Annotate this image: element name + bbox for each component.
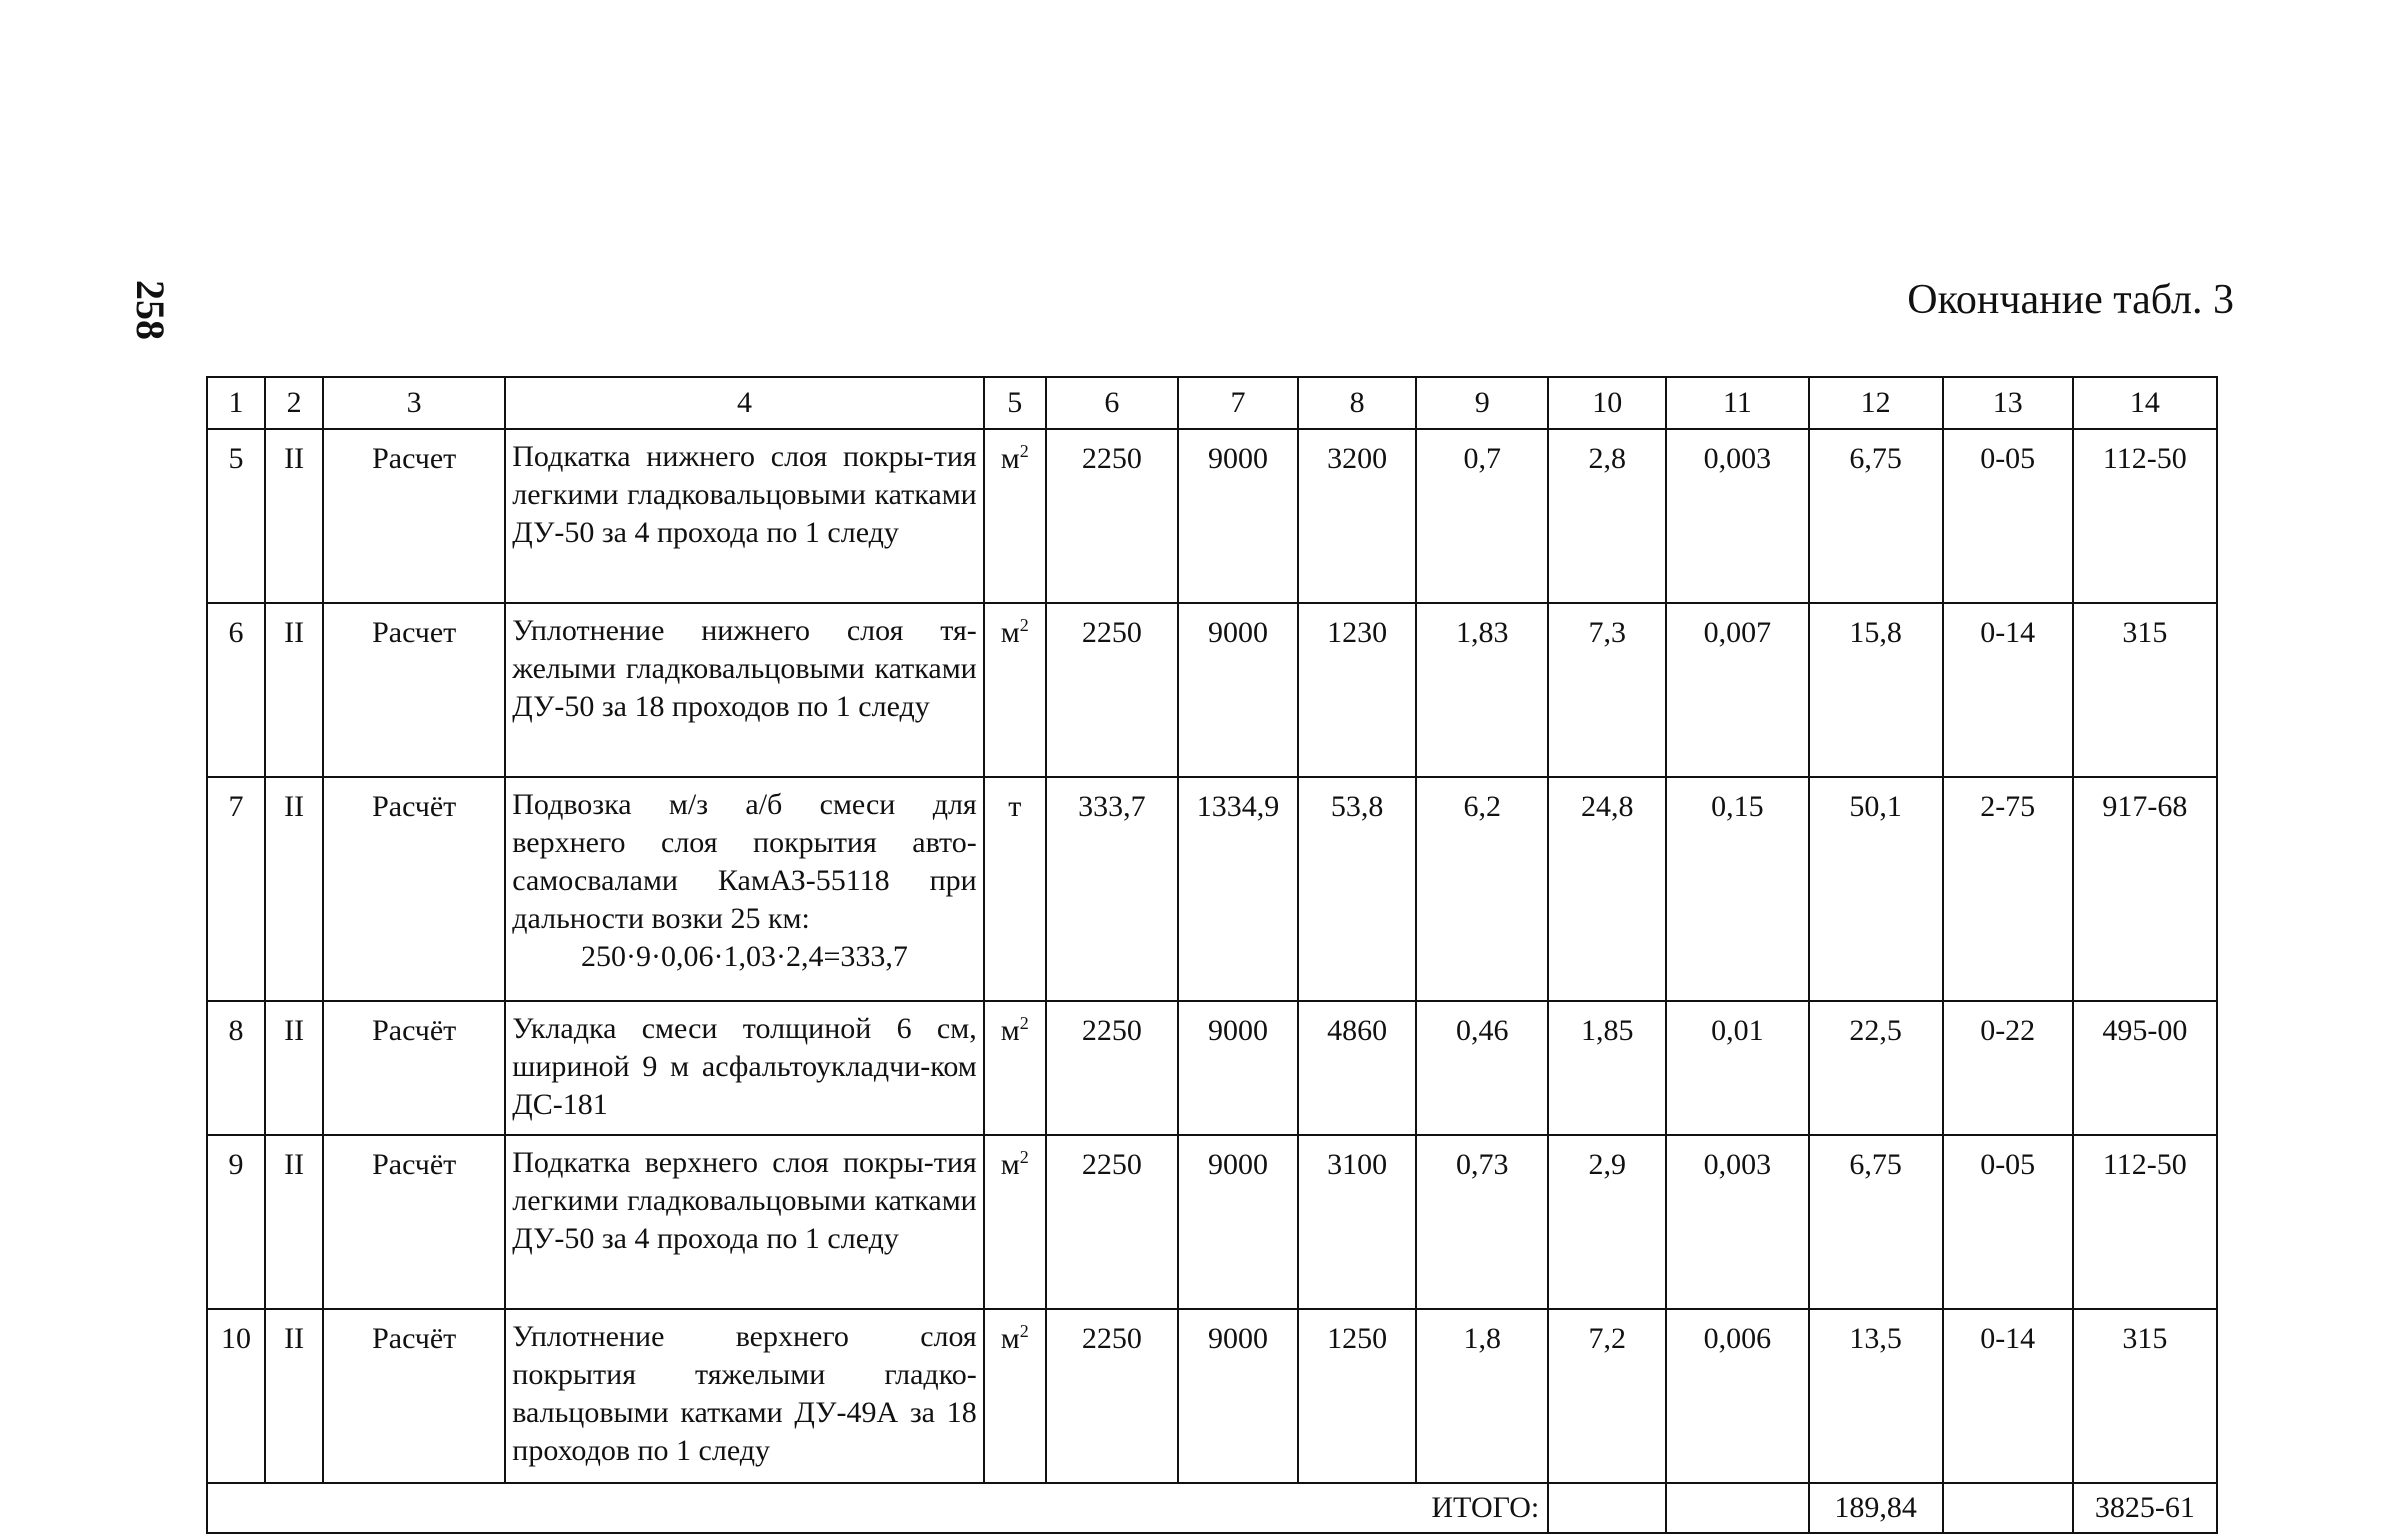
header-cell: 5 [984,377,1046,429]
cell-value-6: 333,7 [1046,777,1178,1001]
cell-value-11: 0,003 [1666,429,1808,603]
cell-value-9: 6,2 [1416,777,1548,1001]
unit-superscript: 2 [1019,1013,1029,1033]
cell-value-8: 1250 [1298,1309,1416,1483]
cell-value-7: 1334,9 [1178,777,1298,1001]
cell-value-11: 0,003 [1666,1135,1808,1309]
header-cell: 13 [1943,377,2073,429]
header-cell: 7 [1178,377,1298,429]
total-cell-14: 3825-61 [2073,1483,2217,1533]
data-table [206,376,2218,1534]
cell-row-number: 6 [207,603,265,777]
cell-value-7: 9000 [1178,429,1298,603]
header-cell: 4 [505,377,983,429]
total-cell-10 [1548,1483,1666,1533]
unit-superscript: 2 [1019,1321,1029,1341]
header-cell: 9 [1416,377,1548,429]
cell-category: II [265,603,323,777]
header-cell: 8 [1298,377,1416,429]
cell-category: II [265,1135,323,1309]
cell-basis: Расчет [323,429,505,603]
cell-row-number: 8 [207,1001,265,1135]
description-text: Укладка смеси толщиной 6 см, шириной 9 м асфальтоукладчи-ком ДС-181 [512,1012,977,1121]
description-text: Подвозка м/з а/б смеси для верхнего слоя покрытия авто-самосвалами КамАЗ-55118 при дальности возки 25 км: [512,788,977,935]
description-text: Уплотнение нижнего слоя тя-желыми гладковальцовыми катками ДУ-50 за 18 проходов по 1 следу [512,614,977,723]
cell-unit [984,1001,1046,1135]
cell-value-8: 1230 [1298,603,1416,777]
unit-base: т [1008,790,1022,823]
cell-unit [984,777,1046,1001]
unit-base: м [1000,1322,1020,1355]
header-cell: 3 [323,377,505,429]
cell-value-14: 112-50 [2073,1135,2217,1309]
header-cell: 11 [1666,377,1808,429]
unit-base: м [1000,442,1020,475]
cell-value-13: 2-75 [1943,777,2073,1001]
description-text: Подкатка нижнего слоя покры-тия легкими гладковальцовыми катками ДУ-50 за 4 прохода по 1 следу [512,440,977,549]
header-cell: 14 [2073,377,2217,429]
cell-description [505,429,983,603]
cell-value-12: 15,8 [1809,603,1943,777]
cell-value-12: 50,1 [1809,777,1943,1001]
table-row [207,429,2217,603]
cell-value-10: 2,9 [1548,1135,1666,1309]
cell-value-7: 9000 [1178,1135,1298,1309]
cell-row-number: 9 [207,1135,265,1309]
cell-basis: Расчёт [323,1001,505,1135]
table-title: Окончание табл. 3 [1907,277,2234,323]
cell-value-9: 1,8 [1416,1309,1548,1483]
cell-value-10: 24,8 [1548,777,1666,1001]
cell-row-number: 5 [207,429,265,603]
cell-value-13: 0-22 [1943,1001,2073,1135]
cell-value-14: 112-50 [2073,429,2217,603]
cell-value-13: 0-05 [1943,429,2073,603]
cell-value-10: 2,8 [1548,429,1666,603]
unit-superscript: 2 [1019,615,1029,635]
unit-base: м [1000,1148,1020,1181]
cell-value-6: 2250 [1046,1135,1178,1309]
cell-basis: Расчёт [323,1135,505,1309]
cell-value-12: 22,5 [1809,1001,1943,1135]
cell-value-12: 6,75 [1809,1135,1943,1309]
cell-category: II [265,777,323,1001]
unit-base: м [1000,1014,1020,1047]
header-cell: 10 [1548,377,1666,429]
cell-value-10: 7,2 [1548,1309,1666,1483]
cell-unit [984,1135,1046,1309]
table-row [207,1001,2217,1135]
formula-text: 250·9·0,06·1,03·2,4=333,7 [581,940,908,973]
cell-value-7: 9000 [1178,1001,1298,1135]
unit-superscript: 2 [1019,1147,1029,1167]
cell-value-6: 2250 [1046,1001,1178,1135]
table-row [207,603,2217,777]
cell-value-6: 2250 [1046,603,1178,777]
cell-value-13: 0-05 [1943,1135,2073,1309]
cell-value-14: 917-68 [2073,777,2217,1001]
cell-row-number: 10 [207,1309,265,1483]
description-text: Подкатка верхнего слоя покры-тия легкими гладковальцовыми катками ДУ-50 за 4 прохода по 1 следу [512,1146,977,1255]
cell-value-8: 3200 [1298,429,1416,603]
cell-value-9: 0,73 [1416,1135,1548,1309]
header-cell: 6 [1046,377,1178,429]
cell-description [505,1135,983,1309]
cell-unit [984,1309,1046,1483]
cell-value-14: 315 [2073,1309,2217,1483]
page-number-text: 258 [128,280,173,340]
cell-value-7: 9000 [1178,1309,1298,1483]
cell-value-9: 0,7 [1416,429,1548,603]
cell-value-13: 0-14 [1943,1309,2073,1483]
cell-value-12: 13,5 [1809,1309,1943,1483]
cell-value-9: 1,83 [1416,603,1548,777]
cell-value-8: 53,8 [1298,777,1416,1001]
cell-value-11: 0,007 [1666,603,1808,777]
cell-basis: Расчет [323,603,505,777]
unit-base: м [1000,616,1020,649]
cell-value-11: 0,01 [1666,1001,1808,1135]
table-row [207,1135,2217,1309]
cell-description [505,1309,983,1483]
cell-value-6: 2250 [1046,429,1178,603]
cell-row-number: 7 [207,777,265,1001]
cell-basis: Расчёт [323,1309,505,1483]
cell-value-14: 315 [2073,603,2217,777]
cell-value-10: 7,3 [1548,603,1666,777]
cell-value-11: 0,15 [1666,777,1808,1001]
total-cell-13 [1943,1483,2073,1533]
table-row [207,1309,2217,1483]
cell-value-8: 4860 [1298,1001,1416,1135]
cell-unit [984,429,1046,603]
total-cell-11 [1666,1483,1808,1533]
cell-value-9: 0,46 [1416,1001,1548,1135]
cell-value-8: 3100 [1298,1135,1416,1309]
cell-description [505,777,983,1001]
description-text: Уплотнение верхнего слоя покрытия тяжелыми гладко-вальцовыми катками ДУ-49А за 18 проходов по 1 следу [512,1320,977,1467]
table-row [207,777,2217,1001]
cell-value-13: 0-14 [1943,603,2073,777]
cell-category: II [265,1001,323,1135]
header-cell: 2 [265,377,323,429]
unit-superscript: 2 [1019,441,1029,461]
cell-category: II [265,429,323,603]
cell-unit [984,603,1046,777]
cell-category: II [265,1309,323,1483]
cell-value-6: 2250 [1046,1309,1178,1483]
cell-description [505,603,983,777]
cell-value-10: 1,85 [1548,1001,1666,1135]
table-header-row [207,377,2217,429]
cell-value-11: 0,006 [1666,1309,1808,1483]
total-label: ИТОГО: [207,1483,1548,1533]
cell-basis: Расчёт [323,777,505,1001]
total-row [207,1483,2217,1533]
header-cell: 1 [207,377,265,429]
cell-value-7: 9000 [1178,603,1298,777]
header-cell: 12 [1809,377,1943,429]
cell-description [505,1001,983,1135]
cell-value-14: 495-00 [2073,1001,2217,1135]
page-number [130,280,174,360]
cell-value-12: 6,75 [1809,429,1943,603]
total-cell-12: 189,84 [1809,1483,1943,1533]
